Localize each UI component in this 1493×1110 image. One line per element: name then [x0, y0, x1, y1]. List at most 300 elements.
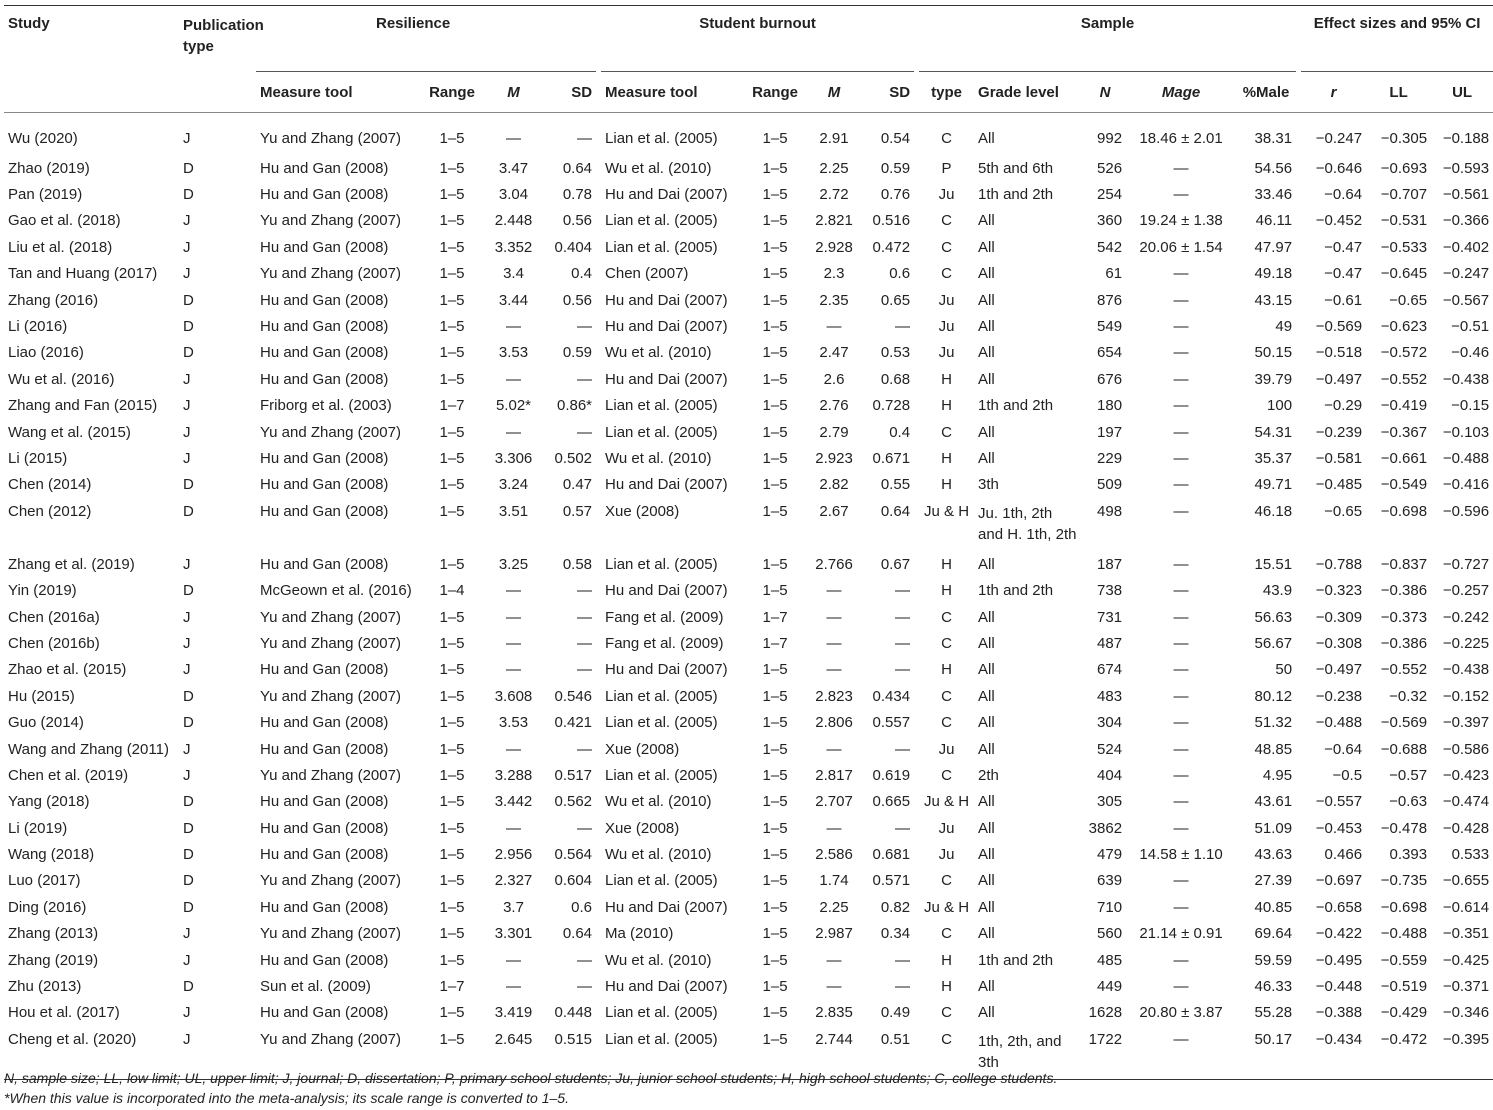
cell-ul: −0.561: [1442, 186, 1490, 204]
cell-sample-type: C: [941, 265, 952, 283]
cell-res-measure-tool: Yu and Zhang (2007): [260, 925, 401, 943]
cell-n: 524: [1097, 740, 1123, 758]
cell-study: Li (2016): [8, 318, 68, 336]
cell-ul: −0.15: [1451, 397, 1490, 415]
cell-res-measure-tool: Hu and Gan (2008): [260, 793, 389, 811]
cell-male: 55.28: [1254, 1004, 1293, 1022]
cell-grade-level: All: [978, 608, 995, 626]
cell-bur-measure-tool: Lian et al. (2005): [605, 555, 718, 573]
cell-ll: −0.572: [1380, 344, 1428, 362]
cell-res-sd: —: [577, 318, 593, 336]
cell-bur-sd: 0.65: [880, 291, 911, 309]
cell-res-measure-tool: Hu and Gan (2008): [260, 344, 389, 362]
table-row: [4, 181, 1493, 207]
table-row: [4, 841, 1493, 867]
cell-male: 43.61: [1254, 793, 1293, 811]
cell-bur-sd: 0.76: [880, 186, 911, 204]
cell-n: 738: [1097, 582, 1123, 600]
cell-grade-level: All: [978, 265, 995, 283]
cell-bur-sd: —: [895, 634, 911, 652]
cell-res-m: —: [506, 978, 521, 996]
cell-n: 560: [1097, 925, 1123, 943]
cell-grade-level: All: [978, 661, 995, 679]
cell-ll: −0.698: [1380, 898, 1428, 916]
cell-res-sd: 0.564: [554, 846, 593, 864]
cell-grade-level: 1th and 2th: [978, 951, 1054, 969]
cell-study: Zhu (2013): [8, 978, 82, 996]
cell-sample-type: H: [941, 582, 952, 600]
cell-ll: −0.569: [1380, 714, 1428, 732]
cell-ul: −0.247: [1442, 265, 1490, 283]
cell-bur-measure-tool: Lian et al. (2005): [605, 1004, 718, 1022]
cell-mage: —: [1173, 476, 1189, 494]
table-notes: [4, 1068, 1458, 1108]
cell-bur-sd: 0.619: [872, 766, 911, 784]
cell-bur-range: 1–5: [762, 872, 788, 890]
cell-res-sd: 0.546: [554, 687, 593, 705]
cell-res-m: 3.352: [494, 238, 533, 256]
cell-bur-m: 2.821: [815, 212, 853, 230]
table-row: [4, 551, 1493, 577]
cell-res-range: 1–5: [439, 898, 465, 916]
cell-n: 676: [1097, 370, 1123, 388]
cell-ll: −0.623: [1380, 318, 1428, 336]
cell-bur-measure-tool: Xue (2008): [605, 740, 680, 758]
cell-res-m: 3.442: [494, 793, 533, 811]
cell-n: 526: [1097, 159, 1123, 177]
cell-bur-sd: 0.516: [872, 212, 911, 230]
cell-bur-m: 2.25: [819, 898, 849, 916]
cell-res-range: 1–5: [439, 291, 465, 309]
cell-res-range: 1–5: [439, 370, 465, 388]
table-row: [4, 1000, 1493, 1026]
cell-sample-type: Ju & H: [924, 898, 970, 916]
cell-res-m: —: [506, 608, 521, 626]
cell-n: 549: [1097, 318, 1123, 336]
cell-bur-m: 1.74: [819, 872, 849, 890]
cell-r: −0.47: [1324, 238, 1363, 256]
cell-ul: −0.474: [1442, 793, 1490, 811]
cell-sample-type: H: [941, 397, 952, 415]
cell-publication-type: J: [183, 212, 191, 230]
cell-ul: −0.103: [1442, 423, 1490, 441]
table-row: [4, 762, 1493, 788]
cell-bur-sd: 0.434: [872, 687, 911, 705]
cell-bur-sd: 0.557: [872, 714, 911, 732]
cell-res-sd: —: [541, 113, 596, 156]
cell-r: −0.581: [1315, 449, 1363, 467]
cell-ll: −0.533: [1380, 238, 1428, 256]
table-row: [4, 472, 1493, 498]
cell-bur-sd: —: [895, 661, 911, 679]
cell-bur-range: 1–5: [762, 503, 788, 521]
cell-grade-level: 1th, 2th, and 3th: [974, 1026, 1084, 1080]
cell-bur-range: 1–7: [762, 634, 788, 652]
table-row: [4, 789, 1493, 815]
cell-ll: −0.472: [1366, 1026, 1431, 1080]
cell-male: 43.15: [1254, 291, 1293, 309]
cell-bur-measure-tool: Hu and Dai (2007): [605, 370, 728, 388]
cell-male: 40.85: [1254, 898, 1293, 916]
cell-bur-sd: 0.51: [859, 1026, 914, 1080]
table-row: [4, 419, 1493, 445]
cell-sample-type: Ju: [938, 291, 955, 309]
cell-res-m: 2.956: [494, 846, 533, 864]
cell-study: Wang et al. (2015): [8, 423, 131, 441]
cell-bur-measure-tool: Fang et al. (2009): [605, 608, 724, 626]
cell-publication-type: D: [183, 344, 194, 362]
cell-n: 229: [1097, 449, 1123, 467]
cell-mage: 20.80 ± 3.87: [1139, 1004, 1223, 1022]
cell-n: 487: [1097, 634, 1123, 652]
cell-bur-m: —: [826, 582, 842, 600]
cell-ll: −0.645: [1380, 265, 1428, 283]
cell-res-range: 1–5: [439, 503, 465, 521]
cell-sample-type: Ju: [938, 186, 955, 204]
cell-res-range: 1–5: [439, 159, 465, 177]
cell-res-sd: 0.56: [562, 212, 593, 230]
cell-res-range: 1–5: [439, 634, 465, 652]
cell-res-m: —: [486, 113, 541, 156]
table-row: [4, 894, 1493, 920]
cell-bur-sd: —: [895, 819, 911, 837]
cell-bur-measure-tool: Lian et al. (2005): [605, 397, 718, 415]
cell-res-measure-tool: Hu and Gan (2008): [260, 1004, 389, 1022]
cell-res-m: —: [506, 318, 521, 336]
cell-bur-range: 1–5: [762, 370, 788, 388]
cell-res-m: 3.53: [498, 714, 529, 732]
cell-res-measure-tool: Hu and Gan (2008): [260, 714, 389, 732]
cell-ll: −0.531: [1380, 212, 1428, 230]
cell-sample-type: C: [941, 714, 952, 732]
cell-mage: —: [1173, 687, 1189, 705]
cell-grade-level: All: [978, 846, 995, 864]
cell-study: Liao (2016): [8, 344, 84, 362]
cell-publication-type: D: [183, 819, 194, 837]
cell-res-measure-tool: Yu and Zhang (2007): [260, 872, 401, 890]
header-bur-measure-tool: Measure tool: [601, 72, 741, 113]
cell-n: 187: [1097, 555, 1123, 573]
table-row: [4, 973, 1493, 999]
cell-res-sd: 0.404: [554, 238, 593, 256]
cell-male: 59.59: [1254, 951, 1293, 969]
table-row: [4, 604, 1493, 630]
header-res-measure-tool: Measure tool: [256, 72, 418, 113]
cell-r: −0.64: [1324, 740, 1363, 758]
cell-sample-type: H: [941, 370, 952, 388]
cell-res-sd: 0.502: [554, 449, 593, 467]
cell-n: 674: [1097, 661, 1123, 679]
cell-ul: −0.225: [1442, 634, 1490, 652]
cell-bur-range: 1–5: [762, 582, 788, 600]
cell-bur-m: 2.91: [809, 113, 859, 156]
cell-res-range: 1–5: [439, 766, 465, 784]
cell-res-m: 2.327: [494, 872, 533, 890]
cell-bur-sd: 0.6: [889, 265, 911, 283]
cell-publication-type: D: [183, 846, 194, 864]
cell-bur-sd: 0.55: [880, 476, 911, 494]
cell-res-measure-tool: Yu and Zhang (2007): [260, 687, 401, 705]
cell-bur-m: —: [826, 819, 842, 837]
cell-bur-sd: 0.59: [880, 159, 911, 177]
cell-bur-range: 1–5: [762, 449, 788, 467]
header-sample-type: type: [919, 72, 974, 113]
cell-study: Gao et al. (2018): [8, 212, 121, 230]
cell-res-m: 3.419: [494, 1004, 533, 1022]
cell-res-m: —: [506, 582, 521, 600]
cell-bur-range: 1–5: [762, 819, 788, 837]
cell-ll: −0.837: [1380, 555, 1428, 573]
cell-bur-measure-tool: Fang et al. (2009): [605, 634, 724, 652]
cell-sample-type: Ju: [938, 318, 955, 336]
cell-res-range: 1–5: [439, 186, 465, 204]
cell-bur-range: 1–5: [762, 291, 788, 309]
cell-male: 54.56: [1254, 159, 1293, 177]
cell-res-measure-tool: Hu and Gan (2008): [260, 740, 389, 758]
cell-ll: −0.698: [1380, 503, 1428, 521]
cell-bur-m: 2.707: [815, 793, 853, 811]
header-sample: Sample: [919, 6, 1296, 72]
cell-male: 38.31: [1236, 113, 1296, 156]
cell-male: 48.85: [1254, 740, 1293, 758]
cell-n: 876: [1097, 291, 1123, 309]
cell-bur-m: 2.82: [819, 476, 849, 494]
cell-mage: —: [1173, 318, 1189, 336]
cell-res-range: 1–5: [439, 344, 465, 362]
cell-r: −0.452: [1315, 212, 1363, 230]
cell-bur-sd: 0.53: [880, 344, 911, 362]
header-resilience: Resilience: [256, 6, 596, 72]
cell-r: −0.388: [1315, 1004, 1363, 1022]
cell-bur-range: 1–5: [762, 951, 788, 969]
cell-ul: −0.366: [1442, 212, 1490, 230]
cell-bur-measure-tool: Wu et al. (2010): [605, 344, 712, 362]
header-r: r: [1301, 72, 1366, 113]
cell-res-sd: —: [577, 819, 593, 837]
cell-n: 639: [1097, 872, 1123, 890]
cell-res-measure-tool: Hu and Gan (2008): [260, 318, 389, 336]
cell-r: −0.29: [1324, 397, 1363, 415]
cell-ll: −0.549: [1380, 476, 1428, 494]
cell-ul: −0.438: [1442, 661, 1490, 679]
cell-male: 4.95: [1262, 766, 1293, 784]
cell-n: 498: [1097, 503, 1123, 521]
cell-res-sd: —: [577, 634, 593, 652]
header-mage: Mage: [1126, 72, 1236, 113]
cell-bur-range: 1–5: [762, 766, 788, 784]
cell-sample-type: Ju: [938, 846, 955, 864]
cell-bur-m: 2.67: [819, 503, 849, 521]
cell-r: −0.65: [1324, 503, 1363, 521]
cell-male: 54.31: [1254, 423, 1293, 441]
cell-bur-measure-tool: Hu and Dai (2007): [605, 582, 728, 600]
cell-n: 542: [1097, 238, 1123, 256]
cell-res-range: 1–5: [439, 714, 465, 732]
cell-sample-type: H: [941, 449, 952, 467]
cell-n: 654: [1097, 344, 1123, 362]
cell-r: −0.788: [1315, 555, 1363, 573]
cell-bur-m: 2.79: [819, 423, 849, 441]
cell-bur-measure-tool: Lian et al. (2005): [605, 238, 718, 256]
cell-bur-range: 1–5: [762, 397, 788, 415]
cell-bur-sd: 0.665: [872, 793, 911, 811]
cell-sample-type: Ju & H: [924, 503, 970, 521]
cell-study: Zhang (2019): [8, 951, 99, 969]
cell-grade-level: All: [978, 344, 995, 362]
cell-res-measure-tool: Hu and Gan (2008): [260, 476, 389, 494]
cell-study: Tan and Huang (2017): [8, 265, 158, 283]
cell-study: Liu et al. (2018): [8, 238, 113, 256]
cell-ul: −0.596: [1442, 503, 1490, 521]
cell-bur-range: 1–5: [762, 238, 788, 256]
table-row: [4, 709, 1493, 735]
cell-bur-m: —: [826, 661, 842, 679]
cell-bur-sd: —: [895, 951, 911, 969]
notes-asterisk: *When this value is incorporated into the meta-analysis; its scale range is converted to 1–5.: [4, 1090, 569, 1106]
cell-mage: 19.24 ± 1.38: [1139, 212, 1223, 230]
cell-res-measure-tool: Hu and Gan (2008): [260, 898, 389, 916]
cell-res-m: 3.24: [498, 476, 529, 494]
cell-res-measure-tool: Hu and Gan (2008): [260, 661, 389, 679]
cell-bur-measure-tool: Wu et al. (2010): [605, 159, 712, 177]
cell-r: −0.239: [1315, 423, 1363, 441]
cell-grade-level: All: [978, 978, 995, 996]
cell-sample-type: C: [941, 925, 952, 943]
cell-ll: −0.419: [1380, 397, 1428, 415]
table-row: [4, 736, 1493, 762]
cell-bur-m: 2.72: [819, 186, 849, 204]
cell-n: 61: [1105, 265, 1123, 283]
cell-res-measure-tool: Yu and Zhang (2007): [260, 766, 401, 784]
cell-bur-measure-tool: Wu et al. (2010): [605, 951, 712, 969]
cell-bur-range: 1–5: [741, 1026, 809, 1080]
cell-bur-measure-tool: Hu and Dai (2007): [605, 978, 728, 996]
cell-publication-type: J: [183, 661, 191, 679]
cell-r: −0.497: [1315, 661, 1363, 679]
cell-bur-m: 2.47: [819, 344, 849, 362]
meta-analysis-table: [4, 5, 1493, 1080]
cell-grade-level: All: [978, 793, 995, 811]
cell-ll: −0.386: [1380, 634, 1428, 652]
cell-grade-level: All: [978, 449, 995, 467]
cell-bur-measure-tool: Ma (2010): [605, 925, 674, 943]
table-row: [4, 234, 1493, 260]
header-grade-level: Grade level: [974, 72, 1084, 113]
cell-bur-range: 1–5: [762, 793, 788, 811]
cell-res-m: —: [506, 370, 521, 388]
table-row: [4, 577, 1493, 603]
cell-male: 46.18: [1254, 503, 1293, 521]
cell-n: 197: [1097, 423, 1123, 441]
cell-r: −0.323: [1315, 582, 1363, 600]
cell-mage: —: [1173, 793, 1189, 811]
cell-grade-level: All: [974, 113, 1084, 156]
cell-sample-type: Ju: [938, 819, 955, 837]
cell-res-sd: —: [577, 370, 593, 388]
cell-res-sd: 0.64: [562, 159, 593, 177]
cell-male: 50: [1275, 661, 1293, 679]
cell-ul: −0.397: [1442, 714, 1490, 732]
cell-grade-level: All: [978, 291, 995, 309]
cell-r: −0.5: [1332, 766, 1363, 784]
cell-res-measure-tool: Hu and Gan (2008): [260, 238, 389, 256]
cell-mage: —: [1173, 872, 1189, 890]
table-row: [4, 868, 1493, 894]
cell-bur-m: 2.76: [819, 397, 849, 415]
cell-res-m: 3.4: [503, 265, 524, 283]
cell-ll: −0.519: [1380, 978, 1428, 996]
cell-r: 0.466: [1324, 846, 1363, 864]
cell-r: −0.47: [1324, 265, 1363, 283]
cell-res-measure-tool: Hu and Gan (2008): [260, 449, 389, 467]
cell-mage: —: [1173, 608, 1189, 626]
cell-n: 483: [1097, 687, 1123, 705]
cell-male: 69.64: [1254, 925, 1293, 943]
cell-bur-measure-tool: Lian et al. (2005): [605, 212, 718, 230]
cell-res-sd: —: [577, 951, 593, 969]
cell-sample-type: H: [941, 555, 952, 573]
cell-bur-range: 1–5: [762, 344, 788, 362]
cell-grade-level: All: [978, 872, 995, 890]
cell-bur-measure-tool: Lian et al. (2005): [605, 872, 718, 890]
cell-res-sd: 0.58: [562, 555, 593, 573]
cell-study: Zhang (2013): [8, 925, 99, 943]
cell-res-m: 3.47: [498, 159, 529, 177]
cell-res-measure-tool: Yu and Zhang (2007): [260, 423, 401, 441]
cell-publication-type: J: [183, 555, 191, 573]
cell-ll: −0.735: [1380, 872, 1428, 890]
cell-publication-type: J: [183, 766, 191, 784]
cell-n: 1628: [1088, 1004, 1123, 1022]
cell-bur-sd: 0.728: [872, 397, 911, 415]
cell-ul: −0.655: [1442, 872, 1490, 890]
cell-ll: −0.661: [1380, 449, 1428, 467]
cell-n: 710: [1097, 898, 1123, 916]
cell-res-range: 1–5: [439, 819, 465, 837]
cell-ul: −0.586: [1442, 740, 1490, 758]
cell-r: −0.309: [1315, 608, 1363, 626]
cell-ul: −0.51: [1451, 318, 1490, 336]
cell-res-range: 1–5: [439, 608, 465, 626]
cell-publication-type: D: [183, 186, 194, 204]
cell-ul: −0.402: [1442, 238, 1490, 256]
cell-bur-range: 1–5: [762, 714, 788, 732]
cell-sample-type: H: [941, 661, 952, 679]
header-res-sd: SD: [541, 72, 596, 113]
header-res-range: Range: [418, 72, 486, 113]
cell-study: Ding (2016): [8, 898, 87, 916]
cell-bur-measure-tool: Wu et al. (2010): [605, 846, 712, 864]
cell-grade-level: 3th: [978, 476, 999, 494]
cell-ul: −0.488: [1442, 449, 1490, 467]
cell-male: 100: [1267, 397, 1293, 415]
cell-publication-type: J: [183, 925, 191, 943]
cell-res-sd: —: [577, 608, 593, 626]
cell-study: Zhang and Fan (2015): [8, 397, 158, 415]
cell-res-range: 1–5: [439, 238, 465, 256]
cell-n: 254: [1097, 186, 1123, 204]
cell-r: −0.485: [1315, 476, 1363, 494]
cell-male: 51.09: [1254, 819, 1293, 837]
cell-res-m: 3.301: [494, 925, 533, 943]
cell-bur-m: —: [826, 740, 842, 758]
cell-mage: —: [1173, 714, 1189, 732]
cell-bur-m: 2.823: [815, 687, 853, 705]
cell-grade-level: 2th: [978, 766, 999, 784]
cell-res-measure-tool: Yu and Zhang (2007): [260, 608, 401, 626]
cell-bur-measure-tool: Hu and Dai (2007): [605, 898, 728, 916]
cell-ll: −0.65: [1389, 291, 1428, 309]
